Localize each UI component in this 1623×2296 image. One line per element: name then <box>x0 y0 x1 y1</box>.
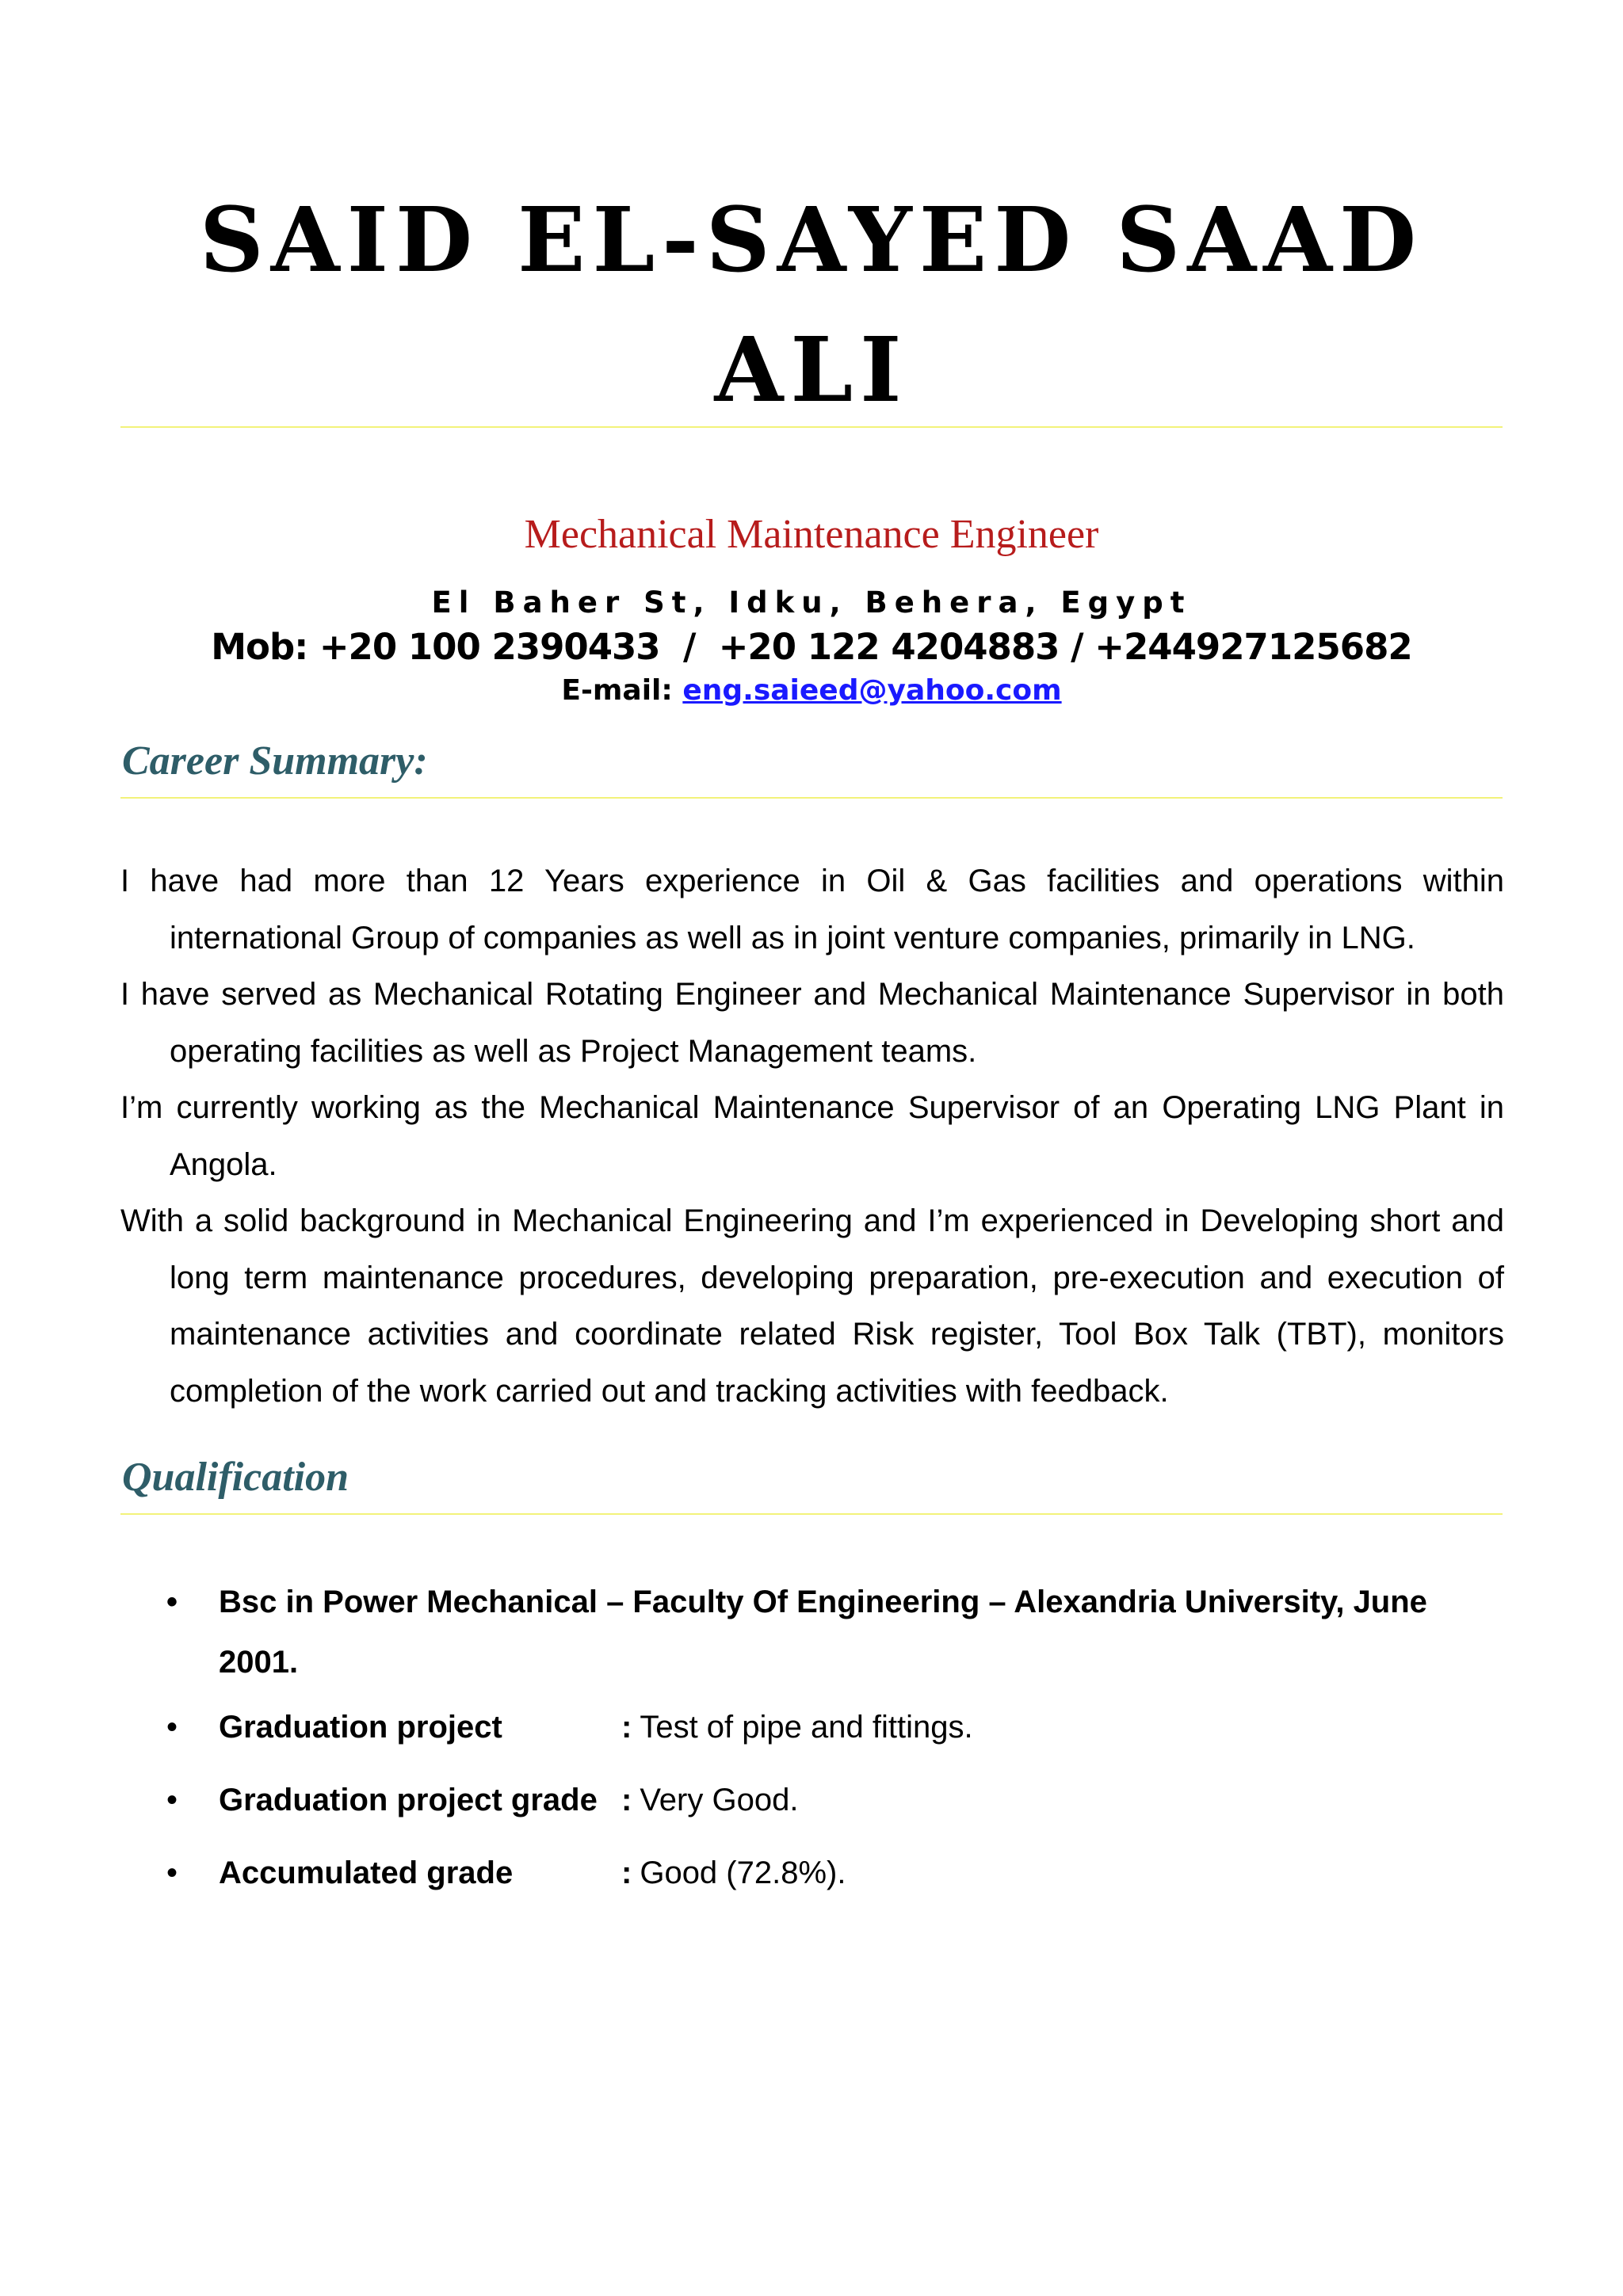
summary-paragraph: I have had more than 12 Years experience in Oil & Gas facilities and operations within international Group of companies as well as in joint venture companies, primarily in LNG. <box>120 864 1504 955</box>
colon-separator: : <box>621 1783 632 1817</box>
qualification-list <box>120 1572 1504 1916</box>
job-title: Mechanical Maintenance Engineer <box>524 512 1099 557</box>
qualification-label: Accumulated grade <box>219 1855 514 1890</box>
career-summary <box>120 853 1504 1420</box>
email-label: E-mail: <box>561 674 673 707</box>
qualification-item <box>120 1697 1504 1757</box>
career-summary-heading: Career Summary: <box>122 738 428 784</box>
qualification-value: Test of pipe and fittings. <box>640 1710 973 1745</box>
colon-separator: : <box>621 1710 632 1745</box>
qualification-label: Graduation project grade <box>219 1783 598 1817</box>
email-link[interactable]: eng.saieed@yahoo.com <box>682 674 1062 707</box>
mobile-numbers: Mob: +20 100 2390433 / +20 122 4204883 / +244927125682 <box>211 626 1412 668</box>
bullet-icon: • <box>166 1855 178 1890</box>
colon-separator: : <box>621 1855 632 1890</box>
qualification-value: Very Good. <box>640 1783 799 1817</box>
name-divider <box>120 426 1503 428</box>
qualification-value: Good (72.8%). <box>640 1855 846 1890</box>
qualification-item <box>120 1843 1504 1903</box>
qualification-divider <box>120 1513 1503 1515</box>
bullet-icon: • <box>166 1585 178 1619</box>
summary-paragraph: I’m currently working as the Mechanical Maintenance Supervisor of an Operating LNG Plant in Angola. <box>120 1090 1504 1182</box>
qualification-item <box>120 1770 1504 1830</box>
qualification-label: Graduation project <box>219 1710 502 1745</box>
email-line <box>119 669 1504 712</box>
bullet-icon: • <box>166 1783 178 1817</box>
degree-text: Bsc in Power Mechanical – Faculty Of Engineering – Alexandria University, June 2001. <box>219 1585 1427 1680</box>
summary-paragraph: With a solid background in Mechanical Engineering and I’m experienced in Developing short and long term maintenance procedures, developing preparation, pre-execution and execution of maintenance activities and coordinate related Risk register, Tool Box Talk (TBT), monitors completion of the work carried out and tracking activities with feedback. <box>120 1203 1504 1409</box>
summary-paragraph: I have served as Mechanical Rotating Engineer and Mechanical Maintenance Supervisor in both operating facilities as well as Project Management teams. <box>120 977 1504 1069</box>
career-divider <box>120 797 1503 799</box>
candidate-name: SAID EL-SAYED SAAD ALI <box>199 189 1424 422</box>
qualification-heading: Qualification <box>122 1455 349 1500</box>
address: El Baher St, Idku, Behera, Egypt <box>431 585 1192 620</box>
bullet-icon: • <box>166 1710 178 1745</box>
qualification-degree <box>120 1572 1504 1692</box>
